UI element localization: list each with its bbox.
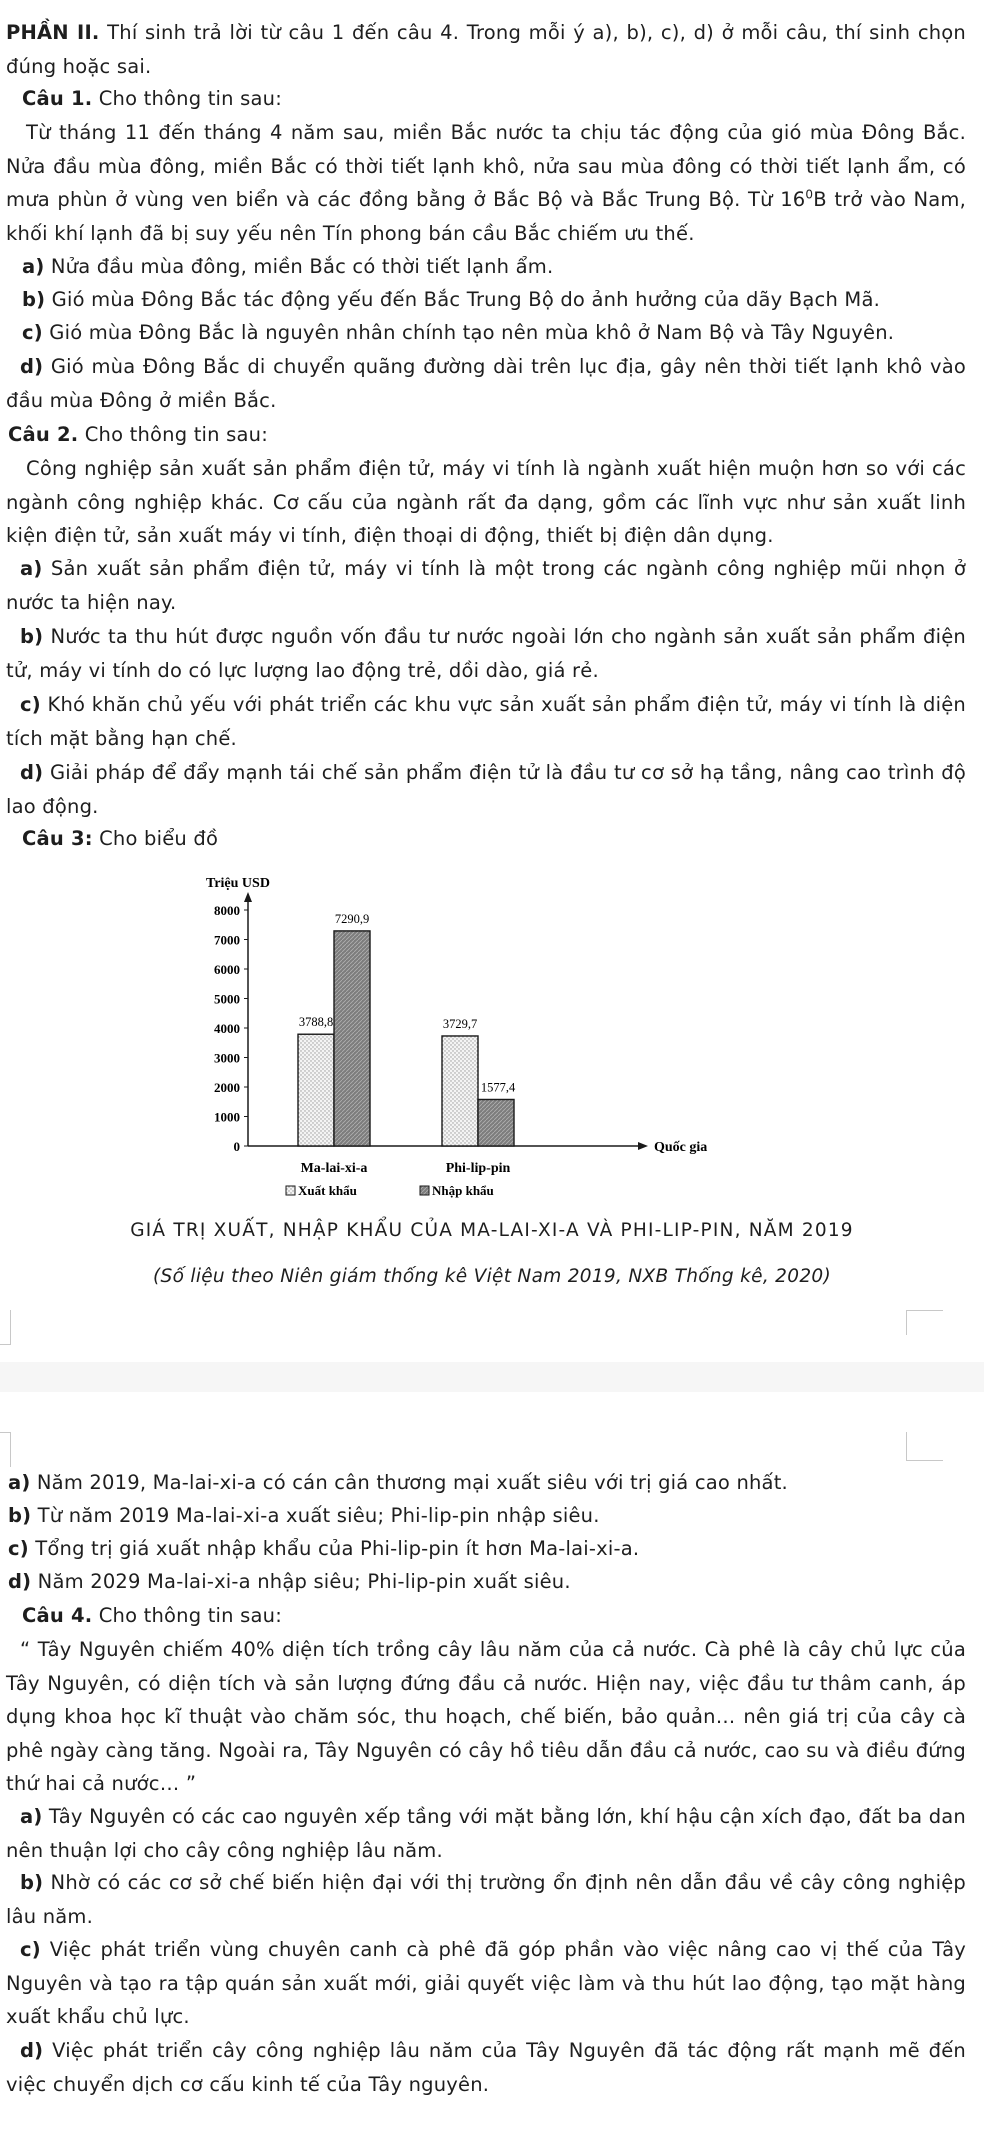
category-label: Phi-lip-pin bbox=[445, 1161, 511, 1176]
q1-option-b[interactable]: b) Gió mùa Đông Bắc tác động yếu đến Bắc Trung Bộ do ảnh hưởng của dãy Bạch Mã. bbox=[22, 288, 880, 311]
q3-option-a[interactable]: a) Năm 2019, Ma-lai-xi-a có cán cân thương mại xuất siêu với trị giá cao nhất. bbox=[8, 1471, 788, 1494]
q4-option-d[interactable]: d) Việc phát triển cây công nghiệp lâu năm của Tây Nguyên đã tác động rất mạnh mẽ đến việc chuyển dịch cơ cấu kinh tế của Tây nguyên. bbox=[6, 2039, 966, 2096]
y-tick-label: 3000 bbox=[214, 1050, 240, 1066]
q3-label: Câu 3: bbox=[22, 827, 93, 850]
page-corner-mark bbox=[906, 1310, 943, 1335]
trade-chart-svg bbox=[190, 868, 750, 1208]
page-corner-mark bbox=[906, 1432, 943, 1461]
q1-lead: Cho thông tin sau: bbox=[92, 87, 282, 110]
q4-label: Câu 4. bbox=[22, 1604, 93, 1627]
legend-swatch-export bbox=[286, 1186, 295, 1195]
q4-option-b[interactable]: b) Nhờ có các cơ sở chế biến hiện đại với thị trường ổn định nên dẫn đầu về cây công nghiệp lâu năm. bbox=[6, 1871, 966, 1928]
q1-label: Câu 1. bbox=[22, 87, 93, 110]
q3-option-c[interactable]: c) Tổng trị giá xuất nhập khẩu của Phi-lip-pin ít hơn Ma-lai-xi-a. bbox=[8, 1537, 640, 1560]
trade-chart bbox=[190, 868, 750, 1208]
q2-passage: Công nghiệp sản xuất sản phẩm điện tử, máy vi tính là ngành xuất hiện muộn hơn so với các ngành công nghiệp khác. Cơ cấu của ngành rất đa dạng, gồm các lĩnh vực như sản xuất linh kiện điện tử, sản xuất máy vi tính, điện thoại di động, thiết bị điện dân dụng. bbox=[6, 457, 966, 547]
q1-heading bbox=[22, 82, 282, 115]
chart-source: (Số liệu theo Niên giám thống kê Việt Nam 2019, NXB Thống kê, 2020) bbox=[153, 1266, 831, 1287]
q3-heading bbox=[22, 822, 218, 855]
q3-option-b[interactable]: b) Từ năm 2019 Ma-lai-xi-a xuất siêu; Phi-lip-pin nhập siêu. bbox=[8, 1504, 600, 1527]
page-corner-mark bbox=[0, 1432, 11, 1467]
y-tick-label: 0 bbox=[233, 1139, 240, 1154]
legend-label: Nhập khẩu bbox=[432, 1183, 494, 1198]
y-tick-label: 4000 bbox=[214, 1021, 240, 1036]
q4-option-a[interactable]: a) Tây Nguyên có các cao nguyên xếp tầng với mặt bằng lớn, khí hậu cận xích đạo, đất ba dan nên thuận lợi cho cây công nghiệp lâu năm. bbox=[6, 1805, 966, 1862]
y-tick-label: 2000 bbox=[214, 1080, 240, 1095]
q2-option-a[interactable]: a) Sản xuất sản phẩm điện tử, máy vi tính là một trong các ngành công nghiệp mũi nhọn ở nước ta hiện nay. bbox=[6, 557, 966, 614]
y-tick-label: 5000 bbox=[214, 991, 240, 1007]
bar-export-1 bbox=[442, 1036, 478, 1146]
y-axis-unit-label: Triệu USD bbox=[206, 876, 270, 891]
q1-option-a[interactable]: a) Nửa đầu mùa đông, miền Bắc có thời tiết lạnh ẩm. bbox=[22, 255, 554, 278]
q4-heading bbox=[22, 1599, 282, 1632]
y-tick-label: 1000 bbox=[214, 1109, 240, 1125]
bar-value-label: 3729,7 bbox=[442, 1016, 478, 1031]
q4-lead: Cho thông tin sau: bbox=[92, 1604, 282, 1627]
q2-label: Câu 2. bbox=[8, 423, 79, 446]
q1-option-c[interactable]: c) Gió mùa Đông Bắc là nguyên nhân chính tạo nên mùa khô ở Nam Bộ và Tây Nguyên. bbox=[22, 321, 895, 344]
q2-heading bbox=[8, 418, 268, 451]
bar-export-0 bbox=[298, 1034, 334, 1146]
y-tick-label: 7000 bbox=[214, 932, 240, 948]
y-axis-arrow bbox=[244, 892, 252, 902]
category-label: Ma-lai-xi-a bbox=[300, 1161, 368, 1176]
q2-option-d[interactable]: d) Giải pháp để đẩy mạnh tái chế sản phẩm điện tử là đầu tư cơ sở hạ tầng, nâng cao trình độ lao động. bbox=[6, 761, 966, 818]
bar-value-label: 3788,8 bbox=[298, 1015, 334, 1030]
page-break-band bbox=[0, 1362, 984, 1392]
q1-passage: Từ tháng 11 đến tháng 4 năm sau, miền Bắc nước ta chịu tác động của gió mùa Đông Bắc. Nửa đầu mùa đông, miền Bắc có thời tiết lạnh khô, nửa sau mùa đông có thời tiết lạnh ẩm, có mưa phùn ở vùng ven biển và các đồng bằng ở Bắc Bộ và Bắc Trung Bộ. Từ $16^0B$ trở vào Nam, khối khí lạnh đã bị suy yếu nên Tín phong bán cầu Bắc chiếm ưu thế. bbox=[6, 121, 966, 245]
bar-import-1 bbox=[478, 1099, 514, 1146]
q3-lead: Cho biểu đồ bbox=[92, 827, 219, 850]
bar-import-0 bbox=[334, 931, 370, 1146]
part2-instructions: Thí sinh trả lời từ câu 1 đến câu 4. Trong mỗi ý a), b), c), d) ở mỗi câu, thí sinh chọn đúng hoặc sai. bbox=[6, 21, 966, 78]
page-break-gap bbox=[0, 1322, 984, 1430]
page-corner-mark bbox=[0, 1310, 11, 1345]
x-axis-label: Quốc gia bbox=[654, 1140, 708, 1155]
legend-label: Xuất khẩu bbox=[298, 1183, 357, 1198]
q2-option-c[interactable]: c) Khó khăn chủ yếu với phát triển các khu vực sản xuất sản phẩm điện tử, máy vi tính là diện tích mặt bằng hạn chế. bbox=[6, 693, 966, 750]
part2-intro bbox=[6, 16, 966, 83]
part2-title: PHẦN II. bbox=[6, 21, 100, 44]
x-axis-arrow bbox=[638, 1142, 648, 1150]
chart-caption: GIÁ TRỊ XUẤT, NHẬP KHẨU CỦA MA-LAI-XI-A VÀ PHI-LIP-PIN, NĂM 2019 bbox=[130, 1220, 854, 1241]
q2-option-b[interactable]: b) Nước ta thu hút được nguồn vốn đầu tư nước ngoài lớn cho ngành sản xuất sản phẩm điện tử, máy vi tính do có lực lượng lao động trẻ, dồi dào, giá rẻ. bbox=[6, 625, 966, 682]
bar-value-label: 7290,9 bbox=[334, 911, 370, 926]
q4-passage: “ Tây Nguyên chiếm 40% diện tích trồng cây lâu năm của cả nước. Cà phê là cây chủ lực của Tây Nguyên, có diện tích và sản lượng đứng đầu cả nước. Hiện nay, việc đầu tư thâm canh, áp dụng khoa học kĩ thuật vào chăm sóc, thu hoạch, chế biến, bảo quản… nên giá trị của cây cà phê ngày càng tăng. Ngoài ra, Tây Nguyên có cây hồ tiêu dẫn đầu cả nước, cao su và điều đứng thứ hai cả nước… ” bbox=[6, 1638, 966, 1795]
q2-lead: Cho thông tin sau: bbox=[78, 423, 268, 446]
q1-option-d[interactable]: d) Gió mùa Đông Bắc di chuyển quãng đường dài trên lục địa, gây nên thời tiết lạnh khô vào đầu mùa Đông ở miền Bắc. bbox=[6, 355, 966, 412]
q3-option-d[interactable]: d) Năm 2029 Ma-lai-xi-a nhập siêu; Phi-lip-pin xuất siêu. bbox=[8, 1570, 571, 1593]
q4-option-c[interactable]: c) Việc phát triển vùng chuyên canh cà phê đã góp phần vào việc nâng cao vị thế của Tây Nguyên và tạo ra tập quán sản xuất mới, giải quyết việc làm và thu hút lao động, tạo mặt hàng xuất khẩu chủ lực. bbox=[6, 1938, 966, 2028]
y-tick-label: 8000 bbox=[214, 903, 240, 918]
legend-swatch-import bbox=[420, 1186, 429, 1195]
y-tick-label: 6000 bbox=[214, 962, 240, 977]
bar-value-label: 1577,4 bbox=[480, 1080, 516, 1095]
